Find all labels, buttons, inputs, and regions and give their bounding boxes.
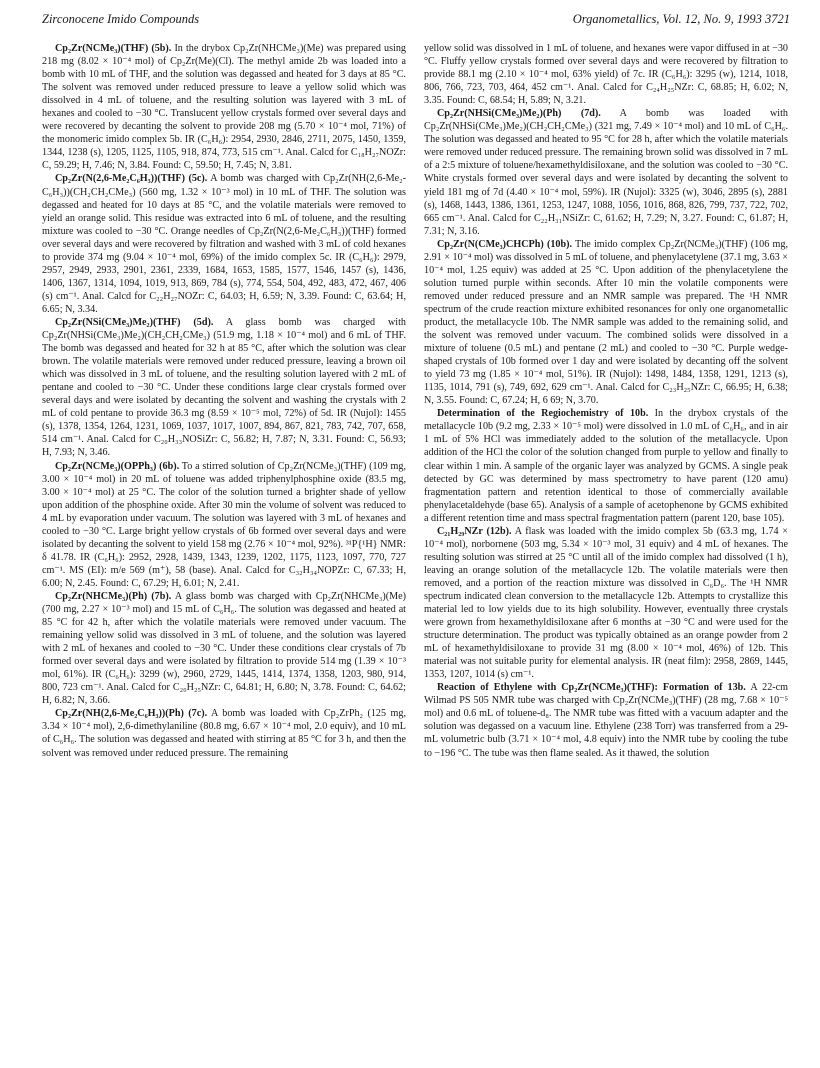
paragraph: [42, 172, 406, 316]
paragraph: [42, 460, 406, 590]
paragraph-text: The imido complex Cp₂Zr(NCMe₃)(THF) (106 mg, 2.91 × 10⁻⁴ mol) was dissolved in 5 mL of toluene, and phenylacetylene (37.1 mg, 3.63 × 10⁻⁴ mol, 1.25 equiv) was added at 25 °C. Upon addition of the phenylacetylene the solution turned purple within seconds. After 10 min the volatile components were removed under reduced pressure and an NMR sample was prepared. The ¹H NMR spectrum of the crude reaction mixture exhibited resonances for only one organometallic product, the metallacycle 10b. The NMR sample was added to the remaining solid, and the solvent was removed under vacuum. The combined solids were dissolved in a mixture of toluene (0.5 mL) and pentane (2 mL) and cooled to −30 °C. Purple wedge-shaped crystals of 10b formed over 1 day and were isolated by decanting off the solvent to yield 73 mg (1.85 × 10⁻⁴ mol, 51%). IR (Nujol): 1498, 1484, 1358, 1291, 1213 (s), 1135, 1014, 791 (s), 749, 692, 629 cm⁻¹. Anal. Calcd for C₂₃H₂₅NZr: C, 66.95; H, 6.38; N, 3.55. Found: C, 67.24; H, 6 69; N, 3.70.: [424, 238, 788, 407]
paragraph-text: yellow solid was dissolved in 1 mL of toluene, and hexanes were vapor diffused in at −30 °C. Fluffy yellow crystals formed over several days and were recovered by filtration to provide 88.1 mg (2.10 × 10⁻⁴ mol, 63% yield) of 7c. IR (C₆H₆): 3295 (w), 1214, 1018, 806, 766, 723, 703, 464, 452 cm⁻¹. Anal. Calcd for C₂₄H₂₅NZr: C, 68.85; H, 6.02; N, 3.35. Found: C, 68.54; H, 5.89; N, 3.21.: [424, 43, 788, 107]
paragraph-heading: Cp₂Zr(NCMe₃)(THF) (5b).: [55, 43, 172, 54]
paragraph-text: A glass bomb was charged with Cp₂Zr(NHCMe₃)(Me) (700 mg, 2.27 × 10⁻³ mol) and 15 mL of C₆H₆. The solution was degassed and heated at 85 °C for 42 h, after which the volatile materials were removed under vacuum. The remaining yellow solid was dissolved in 3 mL of toluene, and the solution was layered with 2 mL of hexanes and cooled to −30 °C. Under these conditions clear crystals of 7b formed over several days and were isolated by filtration to provide 514 mg (1.39 × 10⁻³ mol, 61%). IR (C₆H₆): 3299 (w), 2960, 2729, 1445, 1414, 1374, 1358, 1203, 980, 914, 800, 723 cm⁻¹. Anal. Calcd for C₂₀H₂₅NZr: C, 64.81; H, 6.80; N, 3.78. Found: C, 64.62; H, 6.82; N, 3.66.: [42, 590, 406, 707]
left-column: [42, 42, 406, 760]
paragraph-text: A bomb was loaded with Cp₂Zr(NHSi(CMe₃)Me₂)(CH₂CH₂CMe₃) (321 mg, 7.49 × 10⁻⁴ mol) and 10 mL of C₆H₆. The solution was degassed and heated to 95 °C for 28 h, after which the volatile materials were removed under reduced pressure. The remaining brown solid was dissolved in 7 mL of a 2:5 mixture of toluene/hexamethyldisiloxane, and the solution was cooled to −30 °C. White crystals formed over several days and were isolated by decanting the solvent to yield 181 mg of 7d (4.40 × 10⁻⁴ mol, 59%). IR (Nujol): 3325 (w), 3046, 2895 (s), 2881 (s), 1468, 1443, 1386, 1361, 1253, 1247, 1088, 1056, 1016, 868, 826, 799, 737, 722, 702, 665 cm⁻¹. Anal. Calcd for C₂₂H₃₁NSiZr: C, 61.62; H, 7.29; N, 3.27. Found: C, 61.87; H, 7.31; N, 3.16.: [424, 108, 788, 237]
paragraph-text: In the drybox crystals of the metallacycle 10b (9.2 mg, 2.33 × 10⁻⁵ mol) were dissolved in 1.0 mL of C₆H₆, and in air 1 mL of 5% HCl was immediately added to the solution of the metallacycle. Upon addition of the HCl the color of the solution changed from purple to yellow and finally to clear within 1 min. A sample of the organic layer was analyzed by GCMS. A single peak detected by GC was determined by mass spectrometry to have parent (120 amu) fragmentation pattern and retention identical to those of commercially available phenylacetaldehyde (base 65). Analysis of a sample of acetophenone by GCMS exhibited a different retention time and mass spectral fragmentation pattern (parent 120, base 105).: [424, 408, 788, 524]
paragraph-heading: Determination of the Regiochemistry of 10b.: [437, 408, 649, 420]
paragraph-text: A 22-cm Wilmad PS 505 NMR tube was charged with Cp₂Zr(NCMe₃)(THF) (28 mg, 7.68 × 10⁻⁵ mol) and 0.6 mL of toluene-d₈. The NMR tube was fitted with a vacuum adapter and the solution was degassed on a vacuum line. Ethylene (238 Torr) was transferred from a 29-mL volumetric bulb (3.71 × 10⁻⁴ mol, 4.8 equiv) into the NMR tube by cooling the tube to −196 °C. The tube was then flame sealed. As it thawed, the solution: [424, 682, 789, 759]
right-column: [424, 42, 788, 760]
paragraph-heading: Cp₂Zr(NHCMe₃)(Ph) (7b).: [55, 590, 172, 602]
journal-citation: Organometallics, Vol. 12, No. 9, 1993 3721: [572, 12, 790, 26]
paragraph-heading: C₂₁H₂₉NZr (12b).: [437, 525, 512, 537]
paragraph-text: A flask was loaded with the imido complex 5b (63.3 mg, 1.74 × 10⁻⁴ mol), norbornene (503 mg, 5.34 × 10⁻³ mol, 31 equiv) and 4 mL of hexanes. The resulting solution was stirred at 25 °C until all of the imido complex had dissolved (1 h), leaving an orange solution of the metallacycle 12b. The volatile materials were then removed, and a portion of the reaction mixture was dissolved in C₆D₆. The ¹H NMR spectrum indicated clean conversion to the metallacycle 12b. Attempts to crystallize this material led to low yields due to its high solubility. However, eventually three crystals were grown from hexamethyldisiloxane after 6 months at −30 °C and were used for the structure determination. The product was typically obtained as an orange powder from 2 mL of hexamethyldisiloxane to provide 31 mg (8.00 × 10⁻⁴ mol, 46%) of 12b. This material was not suitable purity for elemental analysis. IR (neat film): 2958, 2869, 1445, 1353, 1207, 1014 (s) cm⁻¹.: [424, 525, 788, 681]
running-header: [42, 12, 790, 32]
paragraph: [424, 107, 788, 237]
paragraph-heading: Cp₂Zr(N(2,6-Me₂C₆H₃))(THF) (5c).: [55, 173, 208, 185]
paragraph: [424, 525, 788, 682]
paragraph-heading: Cp₂Zr(NCMe₃)(OPPh₃) (6b).: [55, 460, 180, 472]
paragraph: [424, 407, 788, 524]
paragraph: [42, 42, 406, 172]
paragraph-text: In the drybox Cp₂Zr(NHCMe₃)(Me) was prepared using 218 mg (8.02 × 10⁻⁴ mol) of Cp₂Zr(Me)(Cl). The methyl amide 2b was loaded into a bomb with 10 mL of THF, and the solution was degassed and heated for 3 days at 85 °C. The solvent was removed under reduced pressure to leave a yellow solid which was dissolved in 4 mL of toluene, and the resulting solution was layered with 3 mL of hexanes and cooled to −30 °C. Translucent yellow crystals formed over several days and were recovered by decanting the solvent to provide 208 mg (5.70 × 10⁻⁴ mol, 71%) of the monomeric imido complex 5b. IR (C₆H₆): 2954, 2930, 2846, 2711, 2075, 1450, 1359, 1344, 1238 (s), 1205, 1125, 1105, 918, 874, 773, 515 cm⁻¹. Anal. Calcd for C₁₈H₂₇NOZr: C, 59.29; H, 7.46; N, 3.84. Found: C, 59.50; H, 7.45; N, 3.81.: [42, 43, 406, 172]
two-column-body: [42, 42, 790, 760]
running-title: Zirconocene Imido Compounds: [42, 12, 200, 26]
paragraph: [424, 238, 788, 408]
paragraph-heading: Cp₂Zr(NHSi(CMe₃)Me₂)(Ph) (7d).: [437, 108, 601, 120]
paragraph-heading: Cp₂Zr(NSi(CMe₃)Me₂)(THF) (5d).: [55, 316, 214, 328]
paragraph: [42, 707, 406, 759]
paragraph: [42, 316, 406, 460]
paragraph: [424, 681, 788, 759]
paragraph-heading: Cp₂Zr(NH(2,6-Me₂C₆H₃))(Ph) (7c).: [55, 708, 208, 720]
paragraph-heading: Cp₂Zr(N(CMe₃)CHCPh) (10b).: [437, 238, 572, 250]
paragraph-text: A glass bomb was charged with Cp₂Zr(NHSi(CMe₃)Me₂)(CH₂CH₂CMe₃) (51.9 mg, 1.18 × 10⁻⁴ mol) and 6 mL of THF. The bomb was degassed and heated for 32 h at 85 °C, after which the solution was clear brown. The volatile materials were removed under reduced pressure, leaving a brown oil which was dissolved in 3 mL of toluene, and the resulting solution layered with 2 mL of pentane and cooled to −30 °C. Under these conditions large clear crystals formed over several days and were isolated by decanting the solvent and washing the crystals with 2 mL of cold pentane to provide 36.3 mg (8.59 × 10⁻⁵ mol, 72%) of 5d. IR (Nujol): 1455 (s), 1378, 1354, 1264, 1231, 1069, 1037, 1017, 1007, 894, 867, 821, 783, 742, 707, 658, 514 cm⁻¹. Anal. Calcd for C₂₀H₃₃NOSiZr: C, 56.82; H, 7.87; N, 3.31. Found: C, 56.93; H, 7.93; N, 3.46.: [42, 316, 406, 459]
paragraph-text: A bomb was charged with Cp₂Zr(NH(2,6-Me₂-C₆H₃))(CH₂CH₂CMe₃) (560 mg, 1.32 × 10⁻³ mol) in 10 mL of THF. The solution was degassed and heated for 10 days at 85 °C, and the volatile materials were removed to yield an orange solid. This residue was extracted into 6 mL of toluene, and the resulting mixture was cooled to −30 °C. Orange needles of Cp₂Zr(N(2,6-Me₂C₆H₃))(THF) formed over several days and were recovered by filtration and washed with 3 mL of cold hexanes to provide 374 mg (9.04 × 10⁻⁴ mol, 69%) of the imido complex 5c. IR (C₆H₆): 2979, 2957, 2949, 2933, 2901, 2361, 2339, 1684, 1653, 1585, 1577, 1546, 1457 (s), 1436, 1406, 1367, 1314, 1094, 1019, 913, 869, 784 (s), 774, 554, 504, 492, 483, 472, 467, 406 (s) cm⁻¹. Anal. Calcd for C₂₂H₂₇NOZr: C, 64.03; H, 6.59; N, 3.39. Found: C, 63.64; H, 6.65; N, 3.34.: [42, 173, 406, 315]
paragraph: [424, 42, 788, 107]
paragraph-heading: Reaction of Ethylene with Cp₂Zr(NCMe₃)(THF): Formation of 13b.: [437, 682, 746, 694]
paragraph-text: A bomb was loaded with Cp₂ZrPh₂ (125 mg, 3.34 × 10⁻⁴ mol), 2,6-dimethylaniline (80.8 mg, 6.67 × 10⁻⁴ mol, 2.0 equiv), and 10 mL of C₆H₆. The solution was degassed and heated with stirring at 85 °C for 3 h, and then the solvent was removed under reduced pressure. The remaining: [42, 708, 406, 759]
paragraph-text: To a stirred solution of Cp₂Zr(NCMe₃)(THF) (109 mg, 3.00 × 10⁻⁴ mol) in 20 mL of toluene was added triphenylphosphine oxide (83.5 mg, 3.00 × 10⁻⁴ mol) at 25 °C. The color of the solution turned a brighter shade of yellow upon addition of the phosphine oxide. After 30 min the volume of solvent was reduced to 4 mL by evaporation under vacuum. The solution was layered with 3 mL of hexanes and cooled to −30 °C. Large bright yellow crystals of 6b formed over several days and were isolated by decanting the solvent to yield 158 mg (2.76 × 10⁻⁴ mol, 92%). ³¹P{¹H} NMR: δ 41.78. IR (C₆H₆): 2952, 2928, 1439, 1343, 1239, 1202, 1175, 1123, 1097, 770, 727 cm⁻¹. MS (EI): m/e 569 (m⁺), 58 (base). Anal. Calcd for C₃₂H₃₄NOPZr: C, 67.33; H, 6.00; N, 2.45. Found: C, 67.29; H, 6.01; N, 2.41.: [42, 460, 407, 589]
paragraph: [42, 590, 406, 707]
